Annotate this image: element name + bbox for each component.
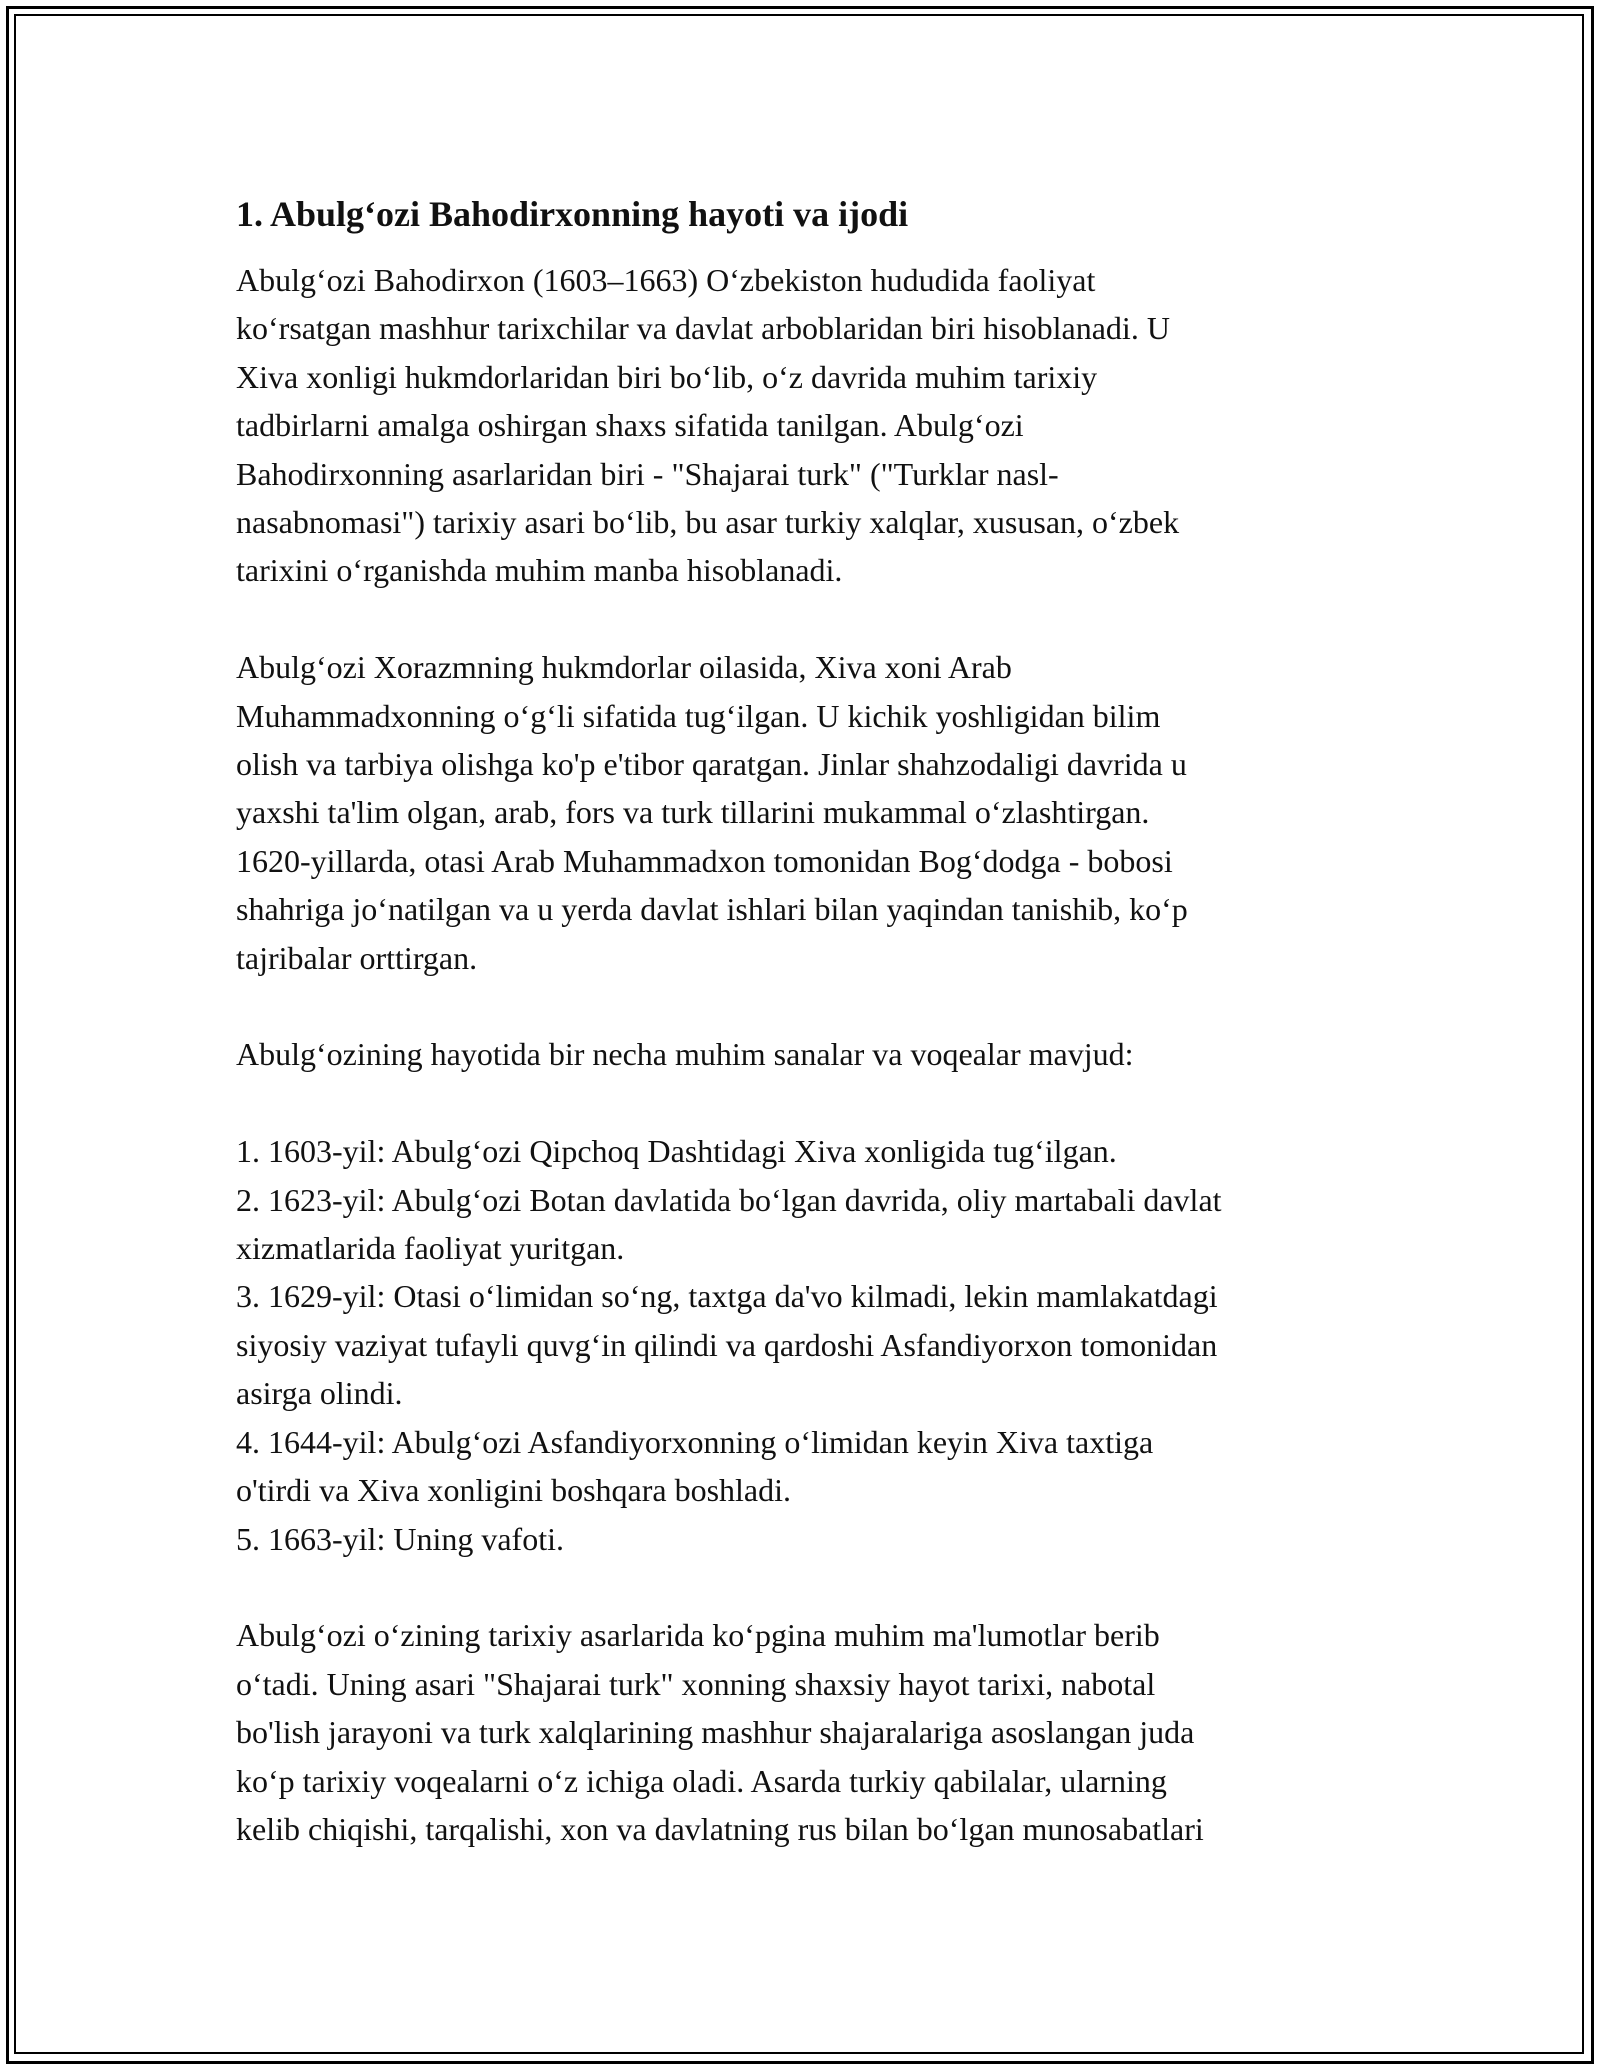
paragraph-intro: Abulgʻozi Bahodirxon (1603–1663) Oʻzbekiston hududida faoliyat koʻrsatgan mashhur tarixchilar va davlat arboblaridan biri hisoblanadi. U Xiva xonligi hukmdorlaridan biri boʻlib, oʻz davrida muhim tarixiy tadbirlarni amalga oshirgan shaxs sifatida tanilgan. Abulgʻozi Bahodirxonning asarlaridan biri - "Shajarai turk" ("Turklar nasl- nasabnomasi") tarixiy asari boʻlib, bu asar turkiy xalqlar, xususan, oʻzbek tarixini oʻrganishda muhim manba hisoblanadi.	[236, 262, 1180, 589]
section-title: 1. Abulgʻozi Bahodirxonning hayoti va ijodi	[236, 194, 909, 234]
paragraph-works: Abulgʻozi oʻzining tarixiy asarlarida koʻpgina muhim ma'lumotlar berib oʻtadi. Uning asari "Shajarai turk" xonning shaxsiy hayot tarixi, nabotal bo'lish jarayoni va turk xalqlarining mashhur shajaralariga asoslangan juda koʻp tarixiy voqealarni oʻz ichiga oladi. Asarda turkiy qabilalar, ularning kelib chiqishi, tarqalishi, xon va davlatning rus bilan boʻlgan munosabatlari	[236, 1617, 1204, 1847]
timeline-item: 1. 1603-yil: Abulgʻozi Qipchoq Dashtidagi Xiva xonligida tugʻilgan.	[236, 1133, 1117, 1170]
paragraph-timeline-intro: Abulgʻozining hayotida bir necha muhim sanalar va voqealar mavjud:	[236, 1036, 1134, 1073]
timeline-item: 5. 1663-yil: Uning vafoti.	[236, 1520, 564, 1557]
timeline-item: 3. 1629-yil: Otasi oʻlimidan soʻng, taxtga da'vo kilmadi, lekin mamlakatdagi siyosiy vaziyat tufayli quvgʻin qilindi va qardoshi Asfandiyorxon tomonidan asirga olindi.	[236, 1278, 1218, 1412]
timeline-item: 2. 1623-yil: Abulgʻozi Botan davlatida boʻlgan davrida, oliy martabali davlat xizmatlarida faoliyat yuritgan.	[236, 1181, 1222, 1267]
document-body	[236, 186, 1386, 1853]
timeline-item: 4. 1644-yil: Abulgʻozi Asfandiyorxonning oʻlimidan keyin Xiva taxtiga o'tirdi va Xiva xonligini boshqara boshladi.	[236, 1423, 1154, 1509]
timeline-list	[236, 1127, 1386, 1563]
paragraph-early-life: Abulgʻozi Xorazmning hukmdorlar oilasida, Xiva xoni Arab Muhammadxonning oʻgʻli sifatida tugʻilgan. U kichik yoshligidan bilim olish va tarbiya olishga ko'p e'tibor qaratgan. Jinlar shahzodaligi davrida u yaxshi ta'lim olgan, arab, fors va turk tillarini mukammal oʻzlashtirgan. 1620-yillarda, otasi Arab Muhammadxon tomonidan Bogʻdodga - bobosi shahriga joʻnatilgan va u yerda davlat ishlari bilan yaqindan tanishib, koʻp tajribalar orttirgan.	[236, 649, 1188, 976]
